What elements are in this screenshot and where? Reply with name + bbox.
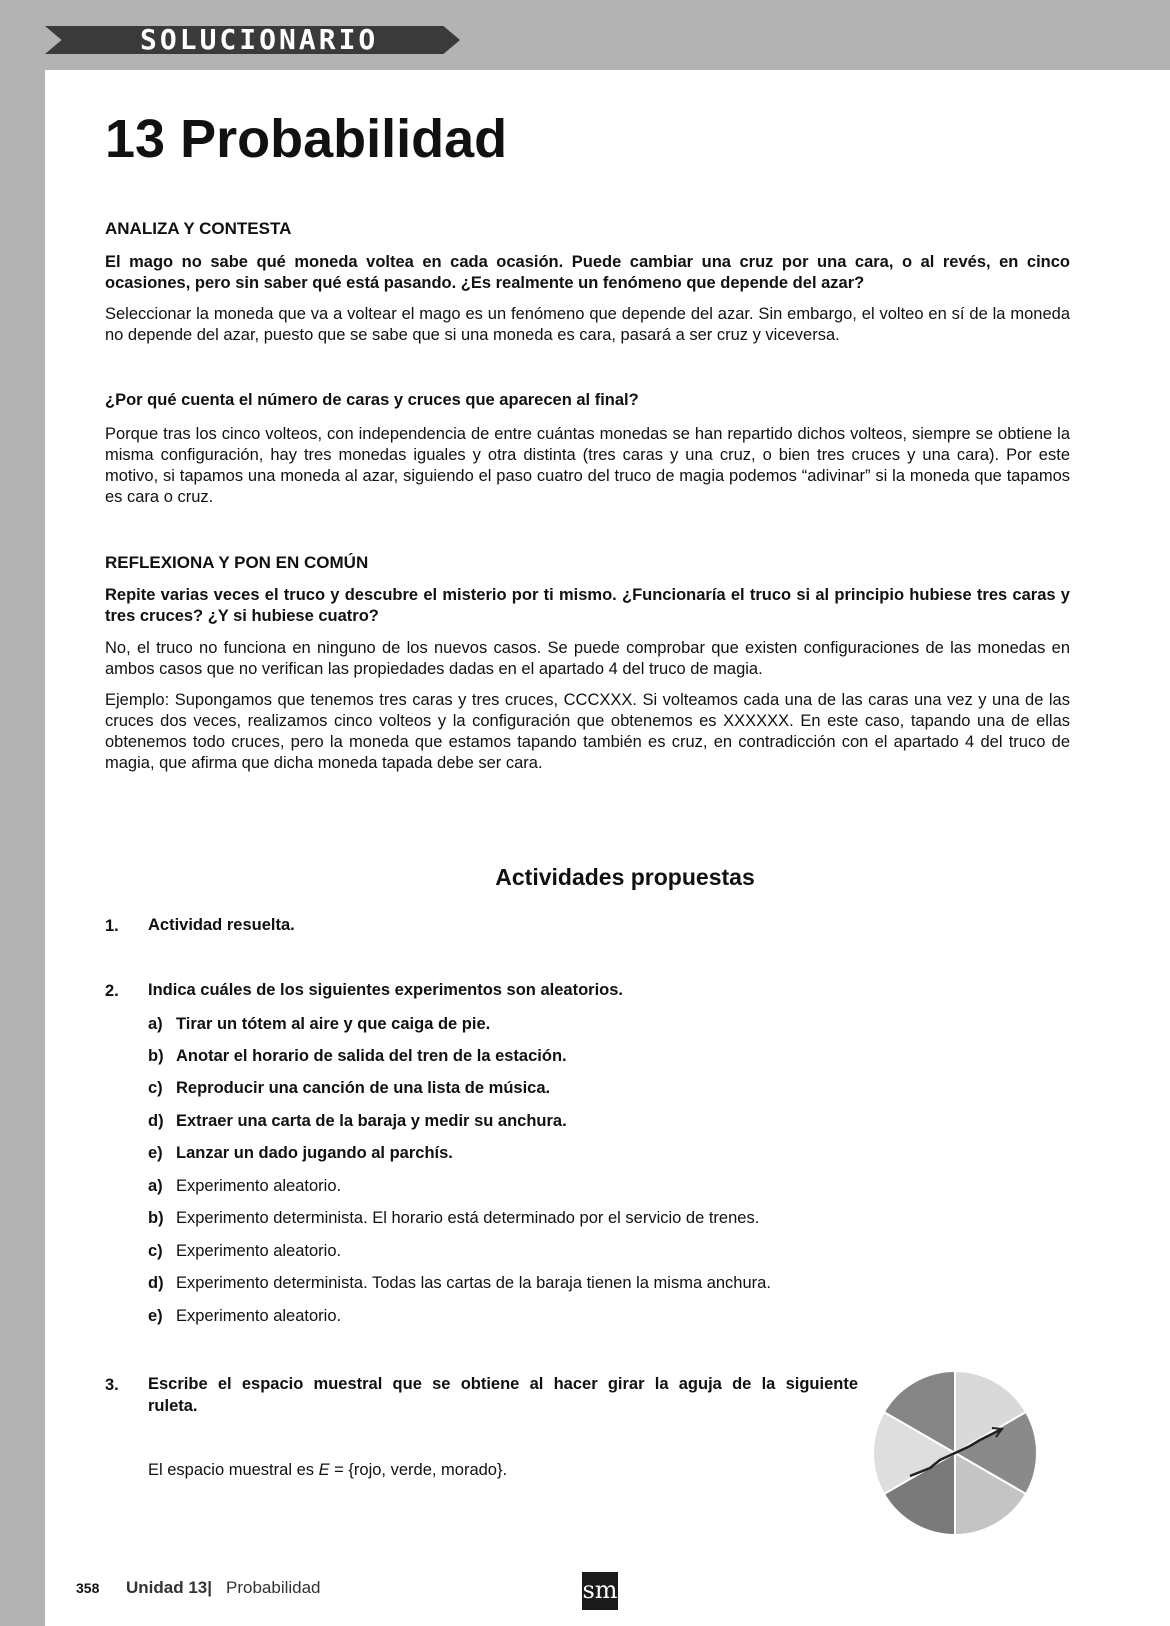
banner-label: SOLUCIONARIO (140, 23, 379, 56)
answer-2 (105, 424, 1070, 508)
activity-1-number: 1. (105, 917, 119, 935)
question-text: ¿Por qué cuenta el número de caras y cruces que aparecen al final? (105, 391, 639, 409)
question-1 (105, 252, 1070, 294)
answer-1 (105, 304, 1070, 346)
left-margin-bar (0, 0, 45, 1626)
question-text: Repite varias veces el truco y descubre el misterio por ti mismo. ¿Funcionaría el truco si al principio hubiese tres caras y tres cruces? ¿Y si hubiese cuatro? (105, 586, 1070, 625)
activity-2-answer-d: d) Experimento determinista. Todas las cartas de la baraja tienen la misma anchura. (148, 1274, 771, 1292)
activity-2-answer-c: c) Experimento aleatorio. (148, 1242, 342, 1260)
section-heading: ANALIZA Y CONTESTA (105, 219, 292, 238)
answer-text: Seleccionar la moneda que va a voltear el mago es un fenómeno que depende del azar. Sin embargo, el volteo en sí de la moneda no depende del azar, puesto que se sabe que si una moneda es cara, pasará a ser cruz y viceversa. (105, 305, 1070, 344)
answer-text: No, el truco no funciona en ninguno de los nuevos casos. Se puede comprobar que existen configuraciones de las monedas en ambos casos que no verifican las propiedades dadas en el apartado 4 del truco de magia. (105, 639, 1070, 678)
answer-4 (105, 690, 1070, 774)
activity-2-answer-e: e) Experimento aleatorio. (148, 1307, 342, 1325)
activities-heading: Actividades propuestas (495, 864, 755, 890)
answer-text: Ejemplo: Supongamos que tenemos tres caras y tres cruces, CCCXXX. Si volteamos cada una de las caras una vez y una de las cruces dos veces, realizamos cinco volteos y la configuración que obtenemos es XXXXXX. En este caso, tapando una de ellas obtenemos todo cruces, pero la moneda que estamos tapando también es cruz, en contradicción con el apartado 4 del truco de magia, que afirma que dicha moneda tapada debe ser cara. (105, 691, 1070, 772)
activity-3-text-line1: Escribe el espacio muestral que se obtiene al hacer girar la aguja de la siguiente (148, 1375, 858, 1393)
activity-2-answer-a: a) Experimento aleatorio. (148, 1177, 342, 1195)
activity-2-question-a: a) Tirar un tótem al aire y que caiga de pie. (148, 1015, 491, 1033)
activity-3-answer: El espacio muestral es E = {rojo, verde, morado}. (148, 1461, 508, 1479)
section-heading: REFLEXIONA Y PON EN COMÚN (105, 553, 369, 572)
activity-2-question-d: d) Extraer una carta de la baraja y medir su anchura. (148, 1112, 567, 1130)
section-reflexiona (105, 552, 1070, 574)
question-text: El mago no sabe qué moneda voltea en cada ocasión. Puede cambiar una cruz por una cara, o al revés, en cinco ocasiones, pero sin saber qué está pasando. ¿Es realmente un fenómeno que depende del azar? (105, 253, 1070, 292)
question-3 (105, 585, 1070, 627)
activity-2-number: 2. (105, 982, 119, 1000)
activity-2-question-b: b) Anotar el horario de salida del tren de la estación. (148, 1047, 567, 1065)
footer-title: Probabilidad (226, 1578, 321, 1597)
roulette-wheel (870, 1368, 1040, 1538)
question-2 (105, 390, 1070, 411)
activity-2-question-c: c) Reproducir una canción de una lista de música. (148, 1079, 551, 1097)
activity-1-text: Actividad resuelta. (148, 916, 295, 934)
footer-unit: Unidad 13| (126, 1578, 213, 1597)
activity-3-number: 3. (105, 1376, 119, 1394)
activity-2-answer-b: b) Experimento determinista. El horario está determinado por el servicio de trenes. (148, 1209, 760, 1227)
answer-text: Porque tras los cinco volteos, con independencia de entre cuántas monedas se han repartido dichos volteos, siempre se obtiene la misma configuración, hay tres monedas iguales y otra distinta (tres caras y una cruz, o bien tres cruces y una cara). Por este motivo, si tapamos una moneda al azar, siguiendo el paso cuatro del truco de magia podemos “adivinar” si la moneda que tapamos es cara o cruz. (105, 425, 1070, 506)
page-title: 13 Probabilidad (105, 109, 508, 169)
activity-2-text: Indica cuáles de los siguientes experimentos son aleatorios. (148, 981, 623, 999)
activity-2-question-e: e) Lanzar un dado jugando al parchís. (148, 1144, 453, 1162)
publisher-logo: sm (582, 1572, 618, 1610)
section-analiza (105, 218, 1070, 240)
page-number: 358 (76, 1580, 100, 1596)
answer-3 (105, 638, 1070, 680)
activity-3-text-line2: ruleta. (148, 1397, 198, 1415)
